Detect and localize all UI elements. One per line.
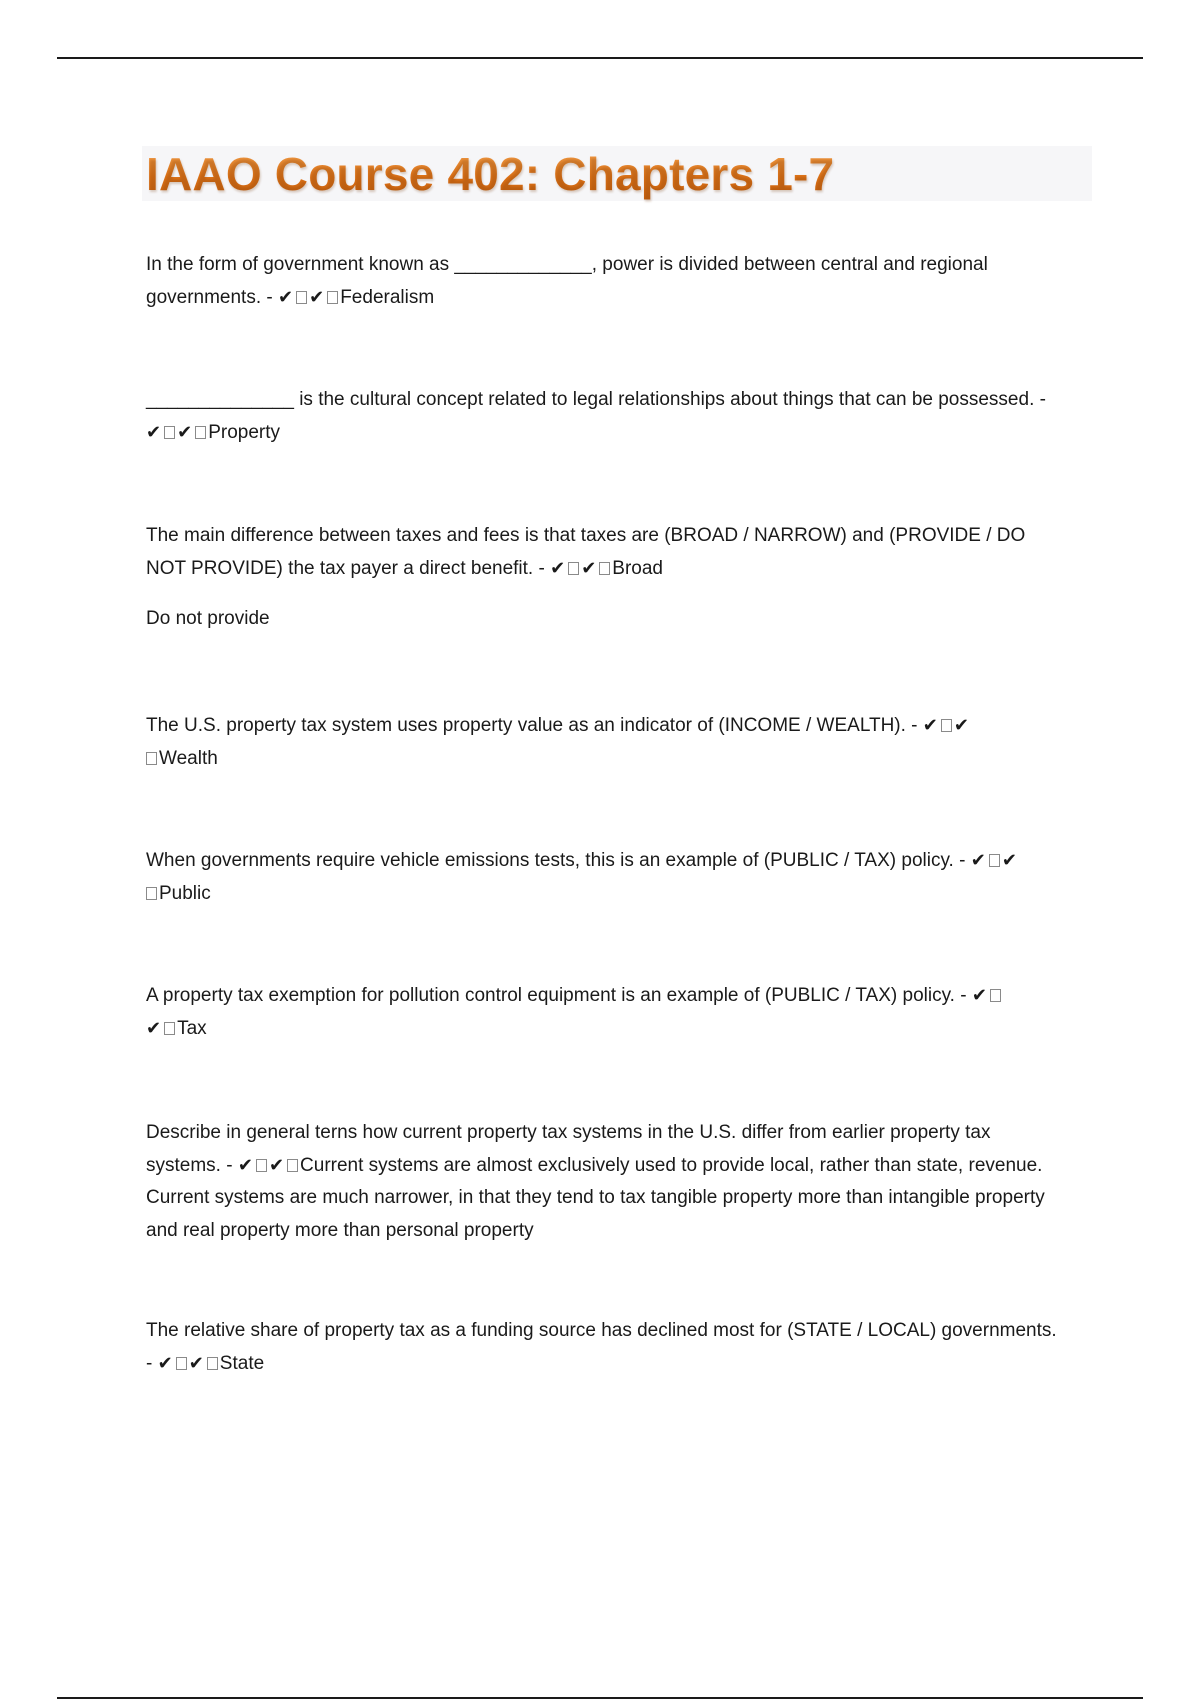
check-mark-icon: ✔ — [268, 1154, 285, 1176]
qa-text — [146, 845, 1066, 910]
question-text: In the form of government known as _____________, power is divided between central and regional governments. - — [146, 254, 988, 308]
check-mark-icon: ✔ — [970, 850, 986, 871]
qa-item-2 — [146, 384, 1066, 449]
check-mark-icon: ✔ — [1001, 850, 1017, 871]
qa-text — [146, 384, 1066, 449]
empty-box-icon — [164, 1022, 175, 1035]
question-text: Describe in general terns how current property tax systems in the U.S. differ from earlier property tax systems. - — [146, 1122, 991, 1176]
qa-item-8 — [146, 1315, 1066, 1380]
empty-box-icon — [207, 1357, 218, 1370]
answer-text: Current systems are almost exclusively used to provide local, rather than state, revenue. Current systems are much narrower, in that they tend to tax tangible property more than intangible property and real property more than personal property — [146, 1154, 1045, 1241]
empty-box-icon — [568, 562, 579, 575]
qa-text — [146, 710, 1066, 775]
check-mark-icon: ✔ — [581, 557, 597, 579]
empty-box-icon — [256, 1159, 267, 1172]
empty-box-icon — [164, 426, 175, 439]
qa-item-3 — [146, 520, 1066, 636]
empty-box-icon — [941, 719, 952, 732]
check-mark-icon: ✔ — [971, 985, 987, 1006]
answer-continuation: Do not provide — [146, 608, 270, 629]
empty-box-icon — [176, 1357, 187, 1370]
qa-item-4 — [146, 710, 1066, 775]
check-mark-icon: ✔ — [146, 421, 162, 443]
qa-text — [146, 1117, 1066, 1247]
check-mark-icon: ✔ — [188, 1352, 204, 1374]
qa-item-1 — [146, 249, 1066, 314]
check-mark-icon: ✔ — [309, 286, 325, 308]
qa-text — [146, 1315, 1066, 1380]
qa-item-7 — [146, 1117, 1066, 1247]
check-mark-icon: ✔ — [157, 1352, 173, 1374]
check-mark-icon: ✔ — [922, 715, 938, 736]
check-mark-icon: ✔ — [237, 1154, 253, 1176]
empty-box-icon — [990, 989, 1001, 1002]
question-text: When governments require vehicle emissions tests, this is an example of (PUBLIC / TAX) policy. - — [146, 850, 966, 871]
check-mark-icon: ✔ — [953, 715, 969, 736]
empty-box-icon — [327, 291, 338, 304]
answer-text: Broad — [612, 557, 663, 579]
qa-text — [146, 249, 1066, 314]
check-mark-icon: ✔ — [278, 286, 294, 308]
check-mark-icon: ✔ — [146, 1017, 162, 1039]
question-text: A property tax exemption for pollution control equipment is an example of (PUBLIC / TAX) policy. - — [146, 985, 967, 1006]
answer-text: Federalism — [340, 286, 435, 308]
question-text: The main difference between taxes and fees is that taxes are (BROAD / NARROW) and (PROVIDE / DO NOT PROVIDE) the tax payer a direct benefit. - — [146, 525, 1026, 579]
empty-box-icon — [195, 426, 206, 439]
answer-text: Public — [159, 882, 211, 904]
top-rule — [57, 57, 1143, 59]
empty-box-icon — [287, 1159, 298, 1172]
empty-box-icon — [146, 887, 157, 900]
question-text: The U.S. property tax system uses property value as an indicator of (INCOME / WEALTH). - — [146, 715, 918, 736]
answer-text: State — [219, 1352, 265, 1374]
check-mark-icon: ✔ — [177, 421, 193, 443]
answer-text: Tax — [177, 1017, 207, 1039]
question-text: The relative share of property tax as a funding source has declined most for (STATE / LOCAL) governments. - — [146, 1320, 1057, 1374]
answer-text: Property — [208, 421, 280, 443]
qa-item-6 — [146, 980, 1066, 1045]
question-text: ______________ is the cultural concept related to legal relationships about things that can be possessed. - — [146, 389, 1046, 410]
bottom-rule — [57, 1697, 1143, 1699]
check-mark-icon: ✔ — [550, 557, 566, 579]
empty-box-icon — [296, 291, 307, 304]
qa-text — [146, 980, 1066, 1045]
empty-box-icon — [146, 752, 157, 765]
empty-box-icon — [599, 562, 610, 575]
empty-box-icon — [989, 854, 1000, 867]
qa-text — [146, 520, 1066, 585]
answer-text: Wealth — [159, 747, 218, 769]
qa-item-5 — [146, 845, 1066, 910]
document-title: IAAO Course 402: Chapters 1-7 — [146, 148, 835, 200]
